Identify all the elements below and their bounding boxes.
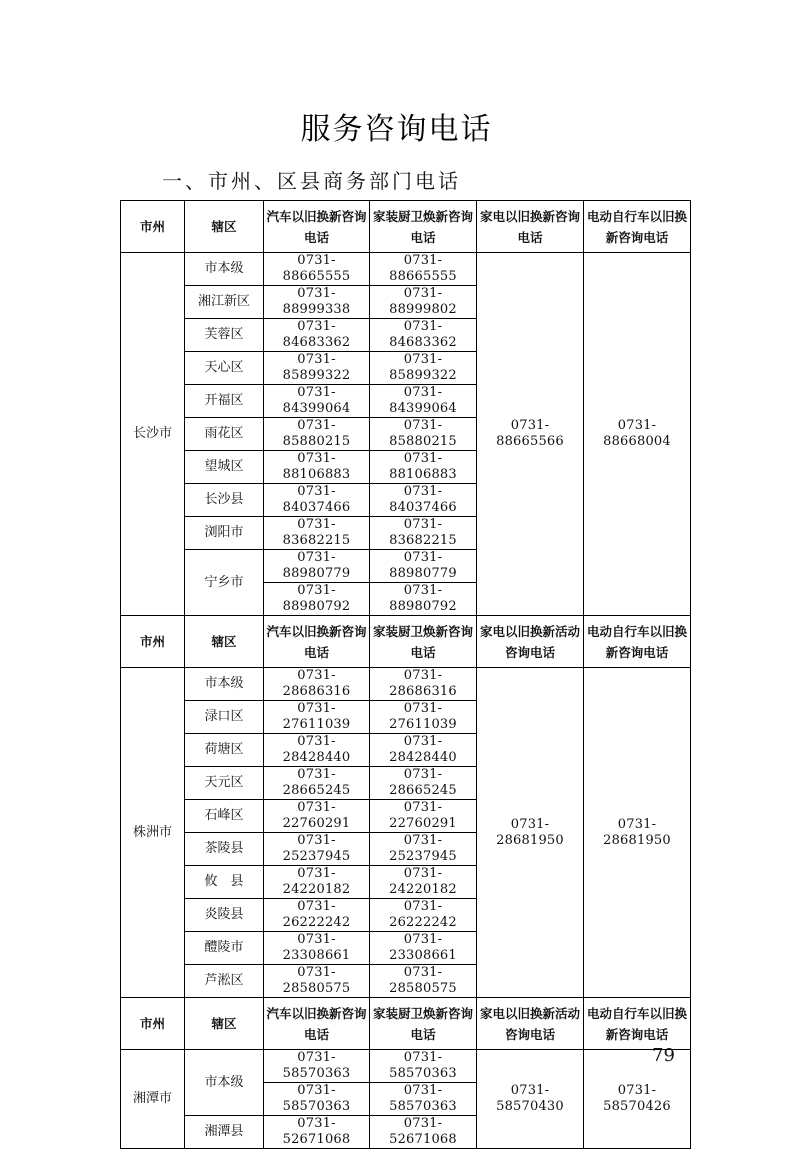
- header-car: 汽车以旧换新咨询电话: [264, 998, 370, 1050]
- header-city: 市州: [121, 616, 185, 668]
- table-row: [121, 668, 691, 701]
- district-cell: 长沙县: [185, 484, 264, 517]
- header-district: 辖区: [185, 616, 264, 668]
- home-phone: 0731-58570363: [370, 1050, 477, 1083]
- city-cell: 湘潭市: [121, 1050, 185, 1149]
- home-phone: 0731-24220182: [370, 866, 477, 899]
- header-appliance: 家电以旧换新活动咨询电话: [477, 616, 584, 668]
- district-cell: 石峰区: [185, 800, 264, 833]
- home-phone: 0731-88106883: [370, 451, 477, 484]
- home-phone: 0731-85880215: [370, 418, 477, 451]
- appliance-phone: 0731-58570430: [477, 1050, 584, 1149]
- home-phone: 0731-83682215: [370, 517, 477, 550]
- district-cell: 芦淞区: [185, 965, 264, 998]
- home-phone: 0731-28686316: [370, 668, 477, 701]
- district-cell: 茶陵县: [185, 833, 264, 866]
- header-city: 市州: [121, 201, 185, 253]
- home-phone: 0731-88980779: [370, 550, 477, 583]
- car-phone: 0731-28686316: [264, 668, 370, 701]
- home-phone: 0731-28580575: [370, 965, 477, 998]
- district-cell: 芙蓉区: [185, 319, 264, 352]
- header-row: [121, 201, 691, 253]
- district-cell: 雨花区: [185, 418, 264, 451]
- page-number: 79: [652, 1045, 675, 1066]
- ebike-phone: 0731-58570426: [584, 1050, 691, 1149]
- phone-table: [120, 200, 691, 1149]
- home-phone: 0731-88999802: [370, 286, 477, 319]
- header-row: [121, 998, 691, 1050]
- home-phone: 0731-22760291: [370, 800, 477, 833]
- district-cell: 开福区: [185, 385, 264, 418]
- district-cell: 醴陵市: [185, 932, 264, 965]
- car-phone: 0731-88999338: [264, 286, 370, 319]
- district-cell: 市本级: [185, 668, 264, 701]
- car-phone: 0731-28665245: [264, 767, 370, 800]
- car-phone: 0731-84399064: [264, 385, 370, 418]
- car-phone: 0731-26222242: [264, 899, 370, 932]
- home-phone: 0731-26222242: [370, 899, 477, 932]
- header-car: 汽车以旧换新咨询电话: [264, 201, 370, 253]
- home-phone: 0731-84037466: [370, 484, 477, 517]
- district-cell: 攸 县: [185, 866, 264, 899]
- header-appliance: 家电以旧换新咨询电话: [477, 201, 584, 253]
- district-cell: 望城区: [185, 451, 264, 484]
- car-phone: 0731-84037466: [264, 484, 370, 517]
- district-cell: 荷塘区: [185, 734, 264, 767]
- district-cell: 天元区: [185, 767, 264, 800]
- car-phone: 0731-88665555: [264, 253, 370, 286]
- city-cell: 株洲市: [121, 668, 185, 998]
- home-phone: 0731-23308661: [370, 932, 477, 965]
- district-cell: 湘江新区: [185, 286, 264, 319]
- header-car: 汽车以旧换新咨询电话: [264, 616, 370, 668]
- header-ebike: 电动自行车以旧换新咨询电话: [584, 616, 691, 668]
- table-row: [121, 253, 691, 286]
- car-phone: 0731-83682215: [264, 517, 370, 550]
- district-cell: 宁乡市: [185, 550, 264, 616]
- table-row: [121, 1050, 691, 1083]
- header-city: 市州: [121, 998, 185, 1050]
- district-cell: 市本级: [185, 253, 264, 286]
- home-phone: 0731-28428440: [370, 734, 477, 767]
- home-phone: 0731-85899322: [370, 352, 477, 385]
- header-home: 家装厨卫焕新咨询电话: [370, 998, 477, 1050]
- home-phone: 0731-27611039: [370, 701, 477, 734]
- car-phone: 0731-58570363: [264, 1083, 370, 1116]
- home-phone: 0731-88665555: [370, 253, 477, 286]
- header-home: 家装厨卫焕新咨询电话: [370, 201, 477, 253]
- ebike-phone: 0731-88668004: [584, 253, 691, 616]
- district-cell: 湘潭县: [185, 1116, 264, 1149]
- home-phone: 0731-84399064: [370, 385, 477, 418]
- home-phone: 0731-58570363: [370, 1083, 477, 1116]
- car-phone: 0731-24220182: [264, 866, 370, 899]
- district-cell: 浏阳市: [185, 517, 264, 550]
- car-phone: 0731-85899322: [264, 352, 370, 385]
- car-phone: 0731-22760291: [264, 800, 370, 833]
- car-phone: 0731-28428440: [264, 734, 370, 767]
- car-phone: 0731-27611039: [264, 701, 370, 734]
- header-appliance: 家电以旧换新活动咨询电话: [477, 998, 584, 1050]
- appliance-phone: 0731-88665566: [477, 253, 584, 616]
- car-phone: 0731-85880215: [264, 418, 370, 451]
- car-phone: 0731-88980779: [264, 550, 370, 583]
- car-phone: 0731-23308661: [264, 932, 370, 965]
- page-title: 服务咨询电话: [300, 112, 493, 147]
- home-phone: 0731-28665245: [370, 767, 477, 800]
- car-phone: 0731-28580575: [264, 965, 370, 998]
- car-phone: 0731-52671068: [264, 1116, 370, 1149]
- appliance-phone: 0731-28681950: [477, 668, 584, 998]
- section-heading: 一、市州、区县商务部门电话: [162, 169, 461, 193]
- car-phone: 0731-58570363: [264, 1050, 370, 1083]
- home-phone: 0731-88980792: [370, 583, 477, 616]
- car-phone: 0731-84683362: [264, 319, 370, 352]
- header-ebike: 电动自行车以旧换新咨询电话: [584, 998, 691, 1050]
- home-phone: 0731-52671068: [370, 1116, 477, 1149]
- district-cell: 渌口区: [185, 701, 264, 734]
- header-row: [121, 616, 691, 668]
- car-phone: 0731-25237945: [264, 833, 370, 866]
- district-cell: 市本级: [185, 1050, 264, 1116]
- header-ebike: 电动自行车以旧换新咨询电话: [584, 201, 691, 253]
- car-phone: 0731-88106883: [264, 451, 370, 484]
- header-district: 辖区: [185, 201, 264, 253]
- header-home: 家装厨卫焕新咨询电话: [370, 616, 477, 668]
- home-phone: 0731-84683362: [370, 319, 477, 352]
- ebike-phone: 0731-28681950: [584, 668, 691, 998]
- car-phone: 0731-88980792: [264, 583, 370, 616]
- district-cell: 天心区: [185, 352, 264, 385]
- district-cell: 炎陵县: [185, 899, 264, 932]
- home-phone: 0731-25237945: [370, 833, 477, 866]
- city-cell: 长沙市: [121, 253, 185, 616]
- header-district: 辖区: [185, 998, 264, 1050]
